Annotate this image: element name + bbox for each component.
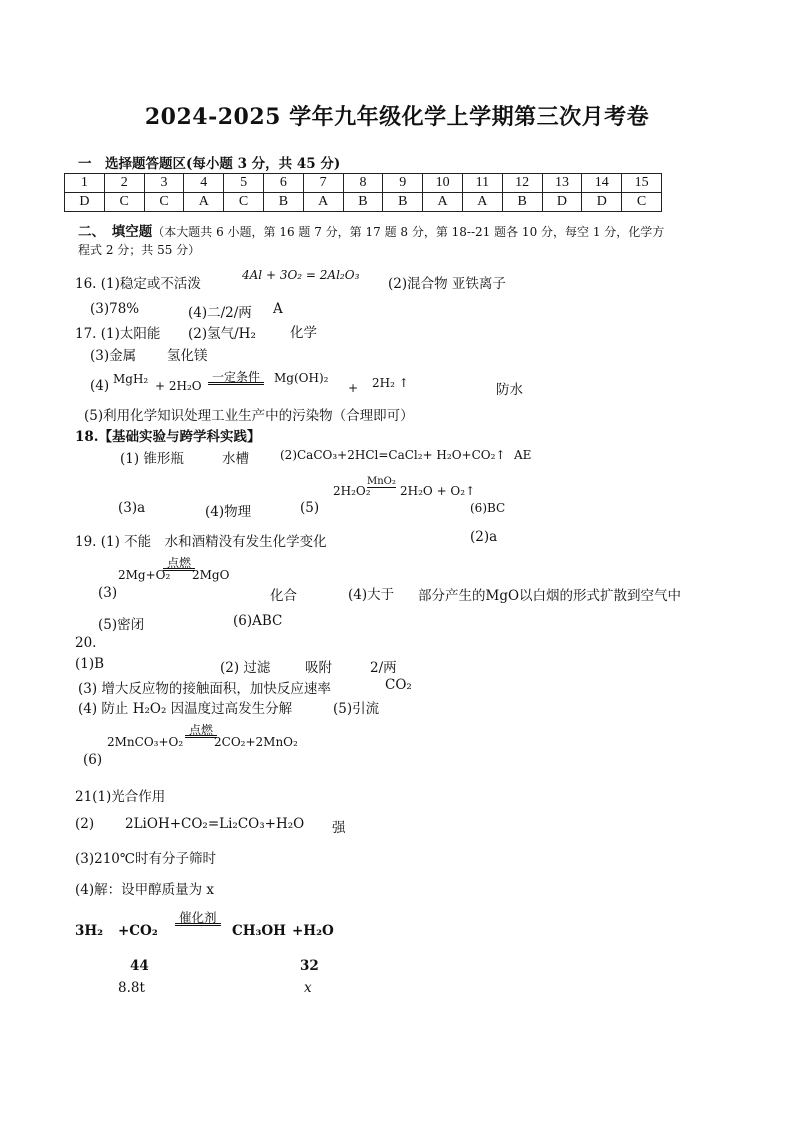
- table-cell: 11: [462, 174, 502, 193]
- q18-answer-3: (3)a: [118, 500, 146, 516]
- q16-equation: 4Al + 3O₂ = 2Al₂O₃: [242, 268, 360, 282]
- q18-eq-right: 2H₂O + O₂↑: [400, 484, 476, 498]
- q21-answer-2: 2LiOH+CO₂=Li₂CO₃+H₂O: [125, 816, 305, 832]
- q17-eq-product2: 2H₂ ↑: [372, 376, 409, 390]
- q21-calc-mass-ch3oh: 32: [300, 958, 319, 974]
- section2-heading: 二、 填空题: [78, 224, 153, 240]
- q21-answer-2-label: (2): [75, 816, 95, 832]
- table-cell: B: [502, 193, 542, 212]
- q17-answer-2b: 化学: [290, 325, 317, 341]
- q17-eq-condition-arrow: [208, 370, 264, 385]
- q18-eq-left: 2H₂O₂: [333, 484, 371, 498]
- q21-calc-reactant1: 3H₂: [75, 923, 104, 939]
- q20-answer-2b: 吸附: [305, 660, 332, 676]
- q20-answer-1: (1)B: [75, 656, 105, 672]
- q17-answer-1: 17. (1)太阳能: [75, 326, 161, 342]
- table-cell: 5: [224, 174, 264, 193]
- q17-answer-3b: 氢化镁: [167, 348, 208, 364]
- table-cell: B: [263, 193, 303, 212]
- q17-answer-4-label: (4): [90, 378, 110, 394]
- table-cell: 12: [502, 174, 542, 193]
- q17-answer-4b: 防水: [496, 382, 523, 398]
- table-cell: C: [104, 193, 144, 212]
- q17-eq-product1: Mg(OH)₂: [274, 371, 329, 385]
- q21-calc-value-co2: 8.8t: [118, 980, 145, 996]
- q21-calc-condition: 催化剂: [175, 913, 221, 926]
- page-title: 2024-2025 学年九年级化学上学期第三次月考卷: [144, 104, 650, 130]
- table-cell: 15: [622, 174, 662, 193]
- q16-answer-4: (4)二/2/两: [188, 305, 252, 321]
- q21-answer-4: (4)解：设甲醇质量为 x: [75, 882, 215, 898]
- q18-answer-5: (5): [300, 500, 320, 516]
- q19-eq-condition: 点燃: [163, 558, 195, 571]
- table-cell: 8: [343, 174, 383, 193]
- q19-answer-3b: 化合: [270, 588, 297, 604]
- q20-answer-5: (5)引流: [333, 701, 380, 717]
- table-cell: 9: [383, 174, 423, 193]
- q18-answer-2b: AE: [514, 448, 532, 462]
- q19-answer-2: (2)a: [470, 529, 498, 545]
- table-cell: D: [582, 193, 622, 212]
- q20-answer-3b: CO₂: [385, 677, 412, 693]
- table-cell: 1: [65, 174, 105, 193]
- q20-answer-2c: 2/两: [370, 660, 397, 676]
- q19-answer-5: (5)密闭: [98, 617, 145, 633]
- table-cell: 13: [542, 174, 582, 193]
- q19-answer-4: (4)大于: [348, 587, 395, 603]
- q17-eq-plus: +: [348, 381, 359, 395]
- table-cell: D: [65, 193, 105, 212]
- section1-heading: 一 选择题答题区(每小题 3 分，共 45 分): [78, 156, 341, 172]
- q17-eq-reactant1: MgH₂: [113, 372, 149, 386]
- q20-answer-2: (2) 过滤: [220, 660, 271, 676]
- table-cell: 7: [303, 174, 343, 193]
- q21-answer-1: 21(1)光合作用: [75, 789, 166, 805]
- q20-eq-left: 2MnCO₃+O₂: [107, 735, 184, 749]
- q19-eq-left: 2Mg+O₂: [118, 568, 171, 582]
- q19-answer-3: (3): [98, 585, 118, 601]
- table-cell: B: [343, 193, 383, 212]
- q20-answer-4: (4) 防止 H₂O₂ 因温度过高发生分解: [78, 701, 293, 717]
- q18-answer-2: (2)CaCO₃+2HCl=CaCl₂+ H₂O+CO₂↑: [280, 448, 506, 462]
- table-cell: D: [542, 193, 582, 212]
- q19-eq-right: 2MgO: [192, 568, 230, 582]
- q16-answer-3: (3)78%: [90, 301, 140, 317]
- q18-answer-4: (4)物理: [205, 504, 252, 520]
- q18-answer-6: (6)BC: [470, 501, 506, 515]
- q17-answer-5: (5)利用化学知识处理工业生产中的污染物（合理即可）: [84, 408, 414, 424]
- q18-answer-1: (1) 锥形瓶: [120, 451, 184, 467]
- q20-eq-arrow: [185, 723, 217, 738]
- q19-answer-4b: 部分产生的MgO以白烟的形式扩散到空气中: [418, 588, 682, 604]
- table-cell: C: [622, 193, 662, 212]
- table-cell: 14: [582, 174, 622, 193]
- q21-calc-arrow: [175, 910, 221, 926]
- table-cell: C: [144, 193, 184, 212]
- q16-answer-1: 16. (1)稳定或不活泼: [75, 276, 201, 292]
- q20-eq-right: 2CO₂+2MnO₂: [214, 735, 298, 749]
- table-cell: A: [462, 193, 502, 212]
- q21-answer-2b: 强: [332, 820, 346, 836]
- table-cell: C: [224, 193, 264, 212]
- q16-answer-2: (2)混合物 亚铁离子: [388, 276, 506, 292]
- q17-answer-2: (2)氢气/H₂: [188, 326, 256, 342]
- q18-answer-1b: 水槽: [222, 451, 249, 467]
- q19-eq-arrow: [163, 556, 195, 571]
- q18-eq-arrow: [367, 476, 396, 487]
- table-cell: B: [383, 193, 423, 212]
- q20-answer-6: (6): [83, 752, 103, 768]
- answer-table: [64, 173, 662, 212]
- table-cell: 6: [263, 174, 303, 193]
- q20-eq-condition: 点燃: [185, 725, 217, 738]
- q20-number: 20.: [75, 635, 97, 651]
- q21-calc-product2: +H₂O: [292, 923, 334, 939]
- q19-answer-6: (6)ABC: [233, 613, 283, 629]
- answer-table-number-row: [65, 174, 662, 193]
- section2-note: （本大题共 6 小题，第 16 题 7 分，第 17 题 8 分，第 18--21 题各 10 分，每空 1 分，化学方: [152, 225, 665, 239]
- table-cell: A: [303, 193, 343, 212]
- q17-eq-reactant2: + 2H₂O: [155, 379, 202, 393]
- q16-answer-4b: A: [273, 301, 283, 317]
- q21-answer-3: (3)210℃时有分子筛时: [75, 851, 216, 867]
- q21-calc-mass-co2: 44: [130, 958, 149, 974]
- table-cell: A: [423, 193, 463, 212]
- q21-calc-reactant2: +CO₂: [118, 923, 158, 939]
- table-cell: A: [184, 193, 224, 212]
- q20-answer-3: (3) 增大反应物的接触面积，加快反应速率: [78, 681, 331, 697]
- section2-heading-line: [78, 220, 664, 240]
- q18-eq-condition: MnO₂: [367, 476, 396, 487]
- table-cell: 4: [184, 174, 224, 193]
- table-cell: 2: [104, 174, 144, 193]
- table-cell: 10: [423, 174, 463, 193]
- q17-eq-condition: 一定条件: [208, 372, 264, 385]
- q17-answer-3: (3)金属: [90, 348, 137, 364]
- q18-heading: 18.【基础实验与跨学科实践】: [75, 429, 261, 445]
- q19-answer-1: 19. (1) 不能 水和酒精没有发生化学变化: [75, 534, 327, 550]
- table-cell: 3: [144, 174, 184, 193]
- q21-calc-product1: CH₃OH: [232, 923, 286, 939]
- answer-table-answer-row: [65, 193, 662, 212]
- q21-calc-value-x: x: [304, 980, 312, 996]
- section2-note-cont: 程式 2 分；共 55 分）: [78, 243, 201, 257]
